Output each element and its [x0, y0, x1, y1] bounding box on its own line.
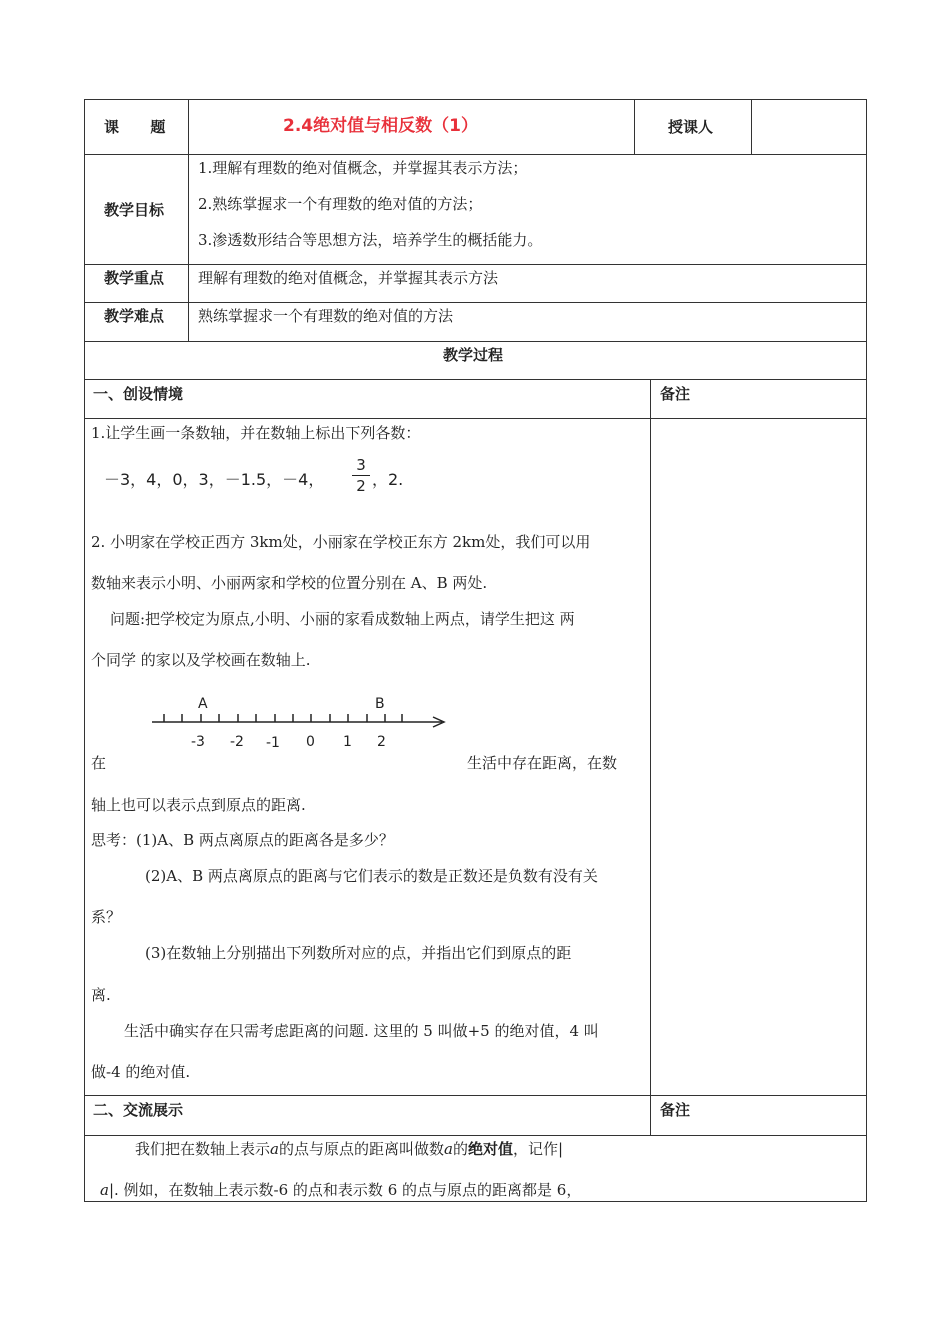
process-title: 教学过程: [443, 346, 504, 364]
summary-line-2: 做-4 的绝对值.: [91, 1063, 191, 1081]
difficulty-text: 熟练掌握求一个有理数的绝对值的方法: [198, 307, 454, 325]
objectives-label: 教学目标: [104, 201, 165, 219]
row-divider: [84, 154, 867, 155]
objective-item: 2.熟练掌握求一个有理数的绝对值的方法；: [198, 195, 483, 213]
objective-item: 3.渗透数形结合等思想方法，培养学生的概括能力。: [198, 231, 543, 249]
definition-line-1: [135, 1139, 563, 1159]
table-border-top: [84, 99, 867, 100]
tick-label: -3: [191, 734, 205, 750]
definition-text: |. 例如，在数轴上表示数-6 的点和表示数 6 的点与原点的距离都是 6，: [108, 1181, 582, 1199]
variable-a: a: [270, 1140, 279, 1158]
notes-column-divider: [650, 379, 651, 1136]
definition-text: 的: [452, 1140, 468, 1158]
row-divider: [84, 1135, 867, 1136]
teacher-label: 授课人: [668, 118, 714, 136]
row-divider: [84, 379, 867, 380]
row-divider: [84, 1095, 867, 1096]
row-divider: [84, 264, 867, 265]
problem-line-1: 问题:把学校定为原点,小明、小丽的家看成数轴上两点，请学生把这 两: [110, 610, 575, 628]
lesson-title: 2.4绝对值与相反数（1）: [283, 116, 478, 136]
number-list-end: ，2.: [372, 470, 404, 489]
fraction-numerator: 3: [356, 456, 366, 474]
variable-a: a: [100, 1181, 109, 1199]
think-question-2-line-1: (2)A、B 两点离原点的距离与它们表示的数是正数还是负数有没有关: [145, 867, 598, 885]
definition-line-2: [100, 1180, 581, 1200]
objective-item: 1.理解有理数的绝对值概念，并掌握其表示方法；: [198, 159, 528, 177]
life-text-left: 在: [91, 754, 107, 772]
definition-text: 我们把在数轴上表示: [135, 1140, 271, 1158]
summary-line-1: 生活中确实存在只需考虑距离的问题. 这里的 5 叫做+5 的绝对值，4 叫: [124, 1022, 599, 1040]
definition-text: ，记作|: [512, 1140, 564, 1158]
row-divider: [84, 341, 867, 342]
table-border-bottom: [84, 1201, 867, 1202]
definition-text: 的点与原点的距离叫做数: [278, 1140, 444, 1158]
life-text-right: 生活中存在距离，在数: [467, 754, 618, 772]
key-point-text: 理解有理数的绝对值概念，并掌握其表示方法: [198, 269, 499, 287]
think-question-3-line-2: 离.: [91, 986, 111, 1004]
problem-line-2: 个同学 的家以及学校画在数轴上.: [91, 651, 311, 669]
life-text-line-2: 轴上也可以表示点到原点的距离.: [91, 796, 306, 814]
question-1: 1.让学生画一条数轴，并在数轴上标出下列各数：: [91, 424, 421, 442]
fraction-denominator: 2: [356, 477, 366, 495]
column-divider: [634, 99, 635, 155]
number-line-ticks: [164, 714, 402, 722]
key-point-label: 教学重点: [104, 269, 165, 287]
row-divider: [84, 302, 867, 303]
row-divider: [84, 418, 867, 419]
section2-heading: 二、交流展示: [93, 1101, 184, 1119]
point-a-label: A: [198, 696, 208, 712]
column-divider: [188, 99, 189, 342]
tick-label: -1: [266, 735, 280, 751]
question-2-line-2: 数轴来表示小明、小丽两家和学校的位置分别在 A、B 两处.: [91, 574, 488, 592]
question-2-line-1: 2. 小明家在学校正西方 3km处，小丽家在学校正东方 2km处，我们可以用: [91, 533, 591, 551]
section1-heading: 一、创设情境: [93, 385, 184, 403]
fraction-bar: [352, 475, 370, 476]
think-question-3-line-1: (3)在数轴上分别描出下列数所对应的点，并指出它们到原点的距: [145, 944, 572, 962]
section2-notes-label: 备注: [660, 1101, 691, 1119]
fraction-three-halves: [352, 456, 370, 495]
think-question-1: 思考：(1)A、B 两点离原点的距离各是多少？: [91, 831, 394, 849]
point-b-label: B: [375, 696, 385, 712]
column-divider: [751, 99, 752, 155]
tick-label: 1: [343, 734, 352, 750]
think-question-2-line-2: 系？: [91, 908, 122, 926]
difficulty-label: 教学难点: [104, 307, 165, 325]
section1-notes-label: 备注: [660, 385, 691, 403]
subject-label: 课 题: [104, 118, 166, 136]
tick-label: 2: [377, 734, 386, 750]
absolute-value-term: 绝对值: [467, 1140, 513, 1158]
variable-a: a: [443, 1140, 453, 1158]
tick-label: -2: [230, 734, 244, 750]
tick-label: 0: [306, 734, 315, 750]
number-list-start: －3，4，0，3，－1.5，－4，: [104, 470, 325, 489]
